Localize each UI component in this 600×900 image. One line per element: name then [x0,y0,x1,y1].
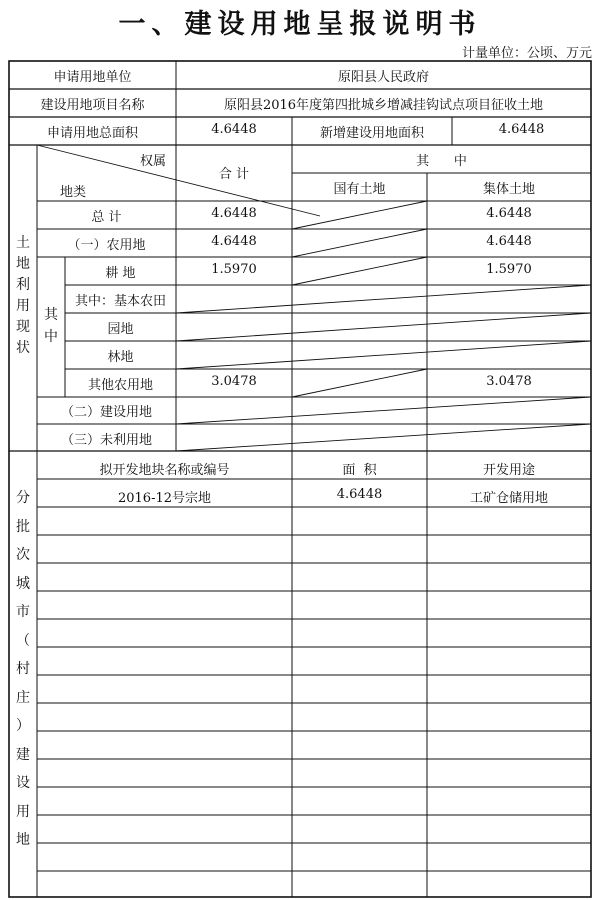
state-land-header: 国有土地 [333,182,386,197]
batch-side-char: 市 [16,604,30,620]
project-value: 原阳县2016年度第四批城乡增减挂钩试点项目征收土地 [223,98,544,113]
row-label-garden: 园地 [107,322,134,337]
land-use-side-char: 地 [16,256,30,272]
row-label-cultivated: 耕 地 [105,266,136,281]
batch-side-char: 批 [16,518,30,535]
batch-side-char: （ [16,632,30,649]
land-type-header: 地类 [60,185,87,200]
batch-side-char: 分 [16,490,30,506]
row-label-unused: （三）未利用地 [60,433,152,448]
row-other-agricultural-total: 3.0478 [211,374,257,389]
of-which-sub-char: 其 [44,307,58,323]
row-label-agricultural: （一）农用地 [67,238,146,253]
of-which-header: 其 中 [416,154,467,169]
total-header: 合 计 [218,167,250,182]
row-cultivated-collective: 1.5970 [486,262,532,277]
applicant-value: 原阳县人民政府 [337,70,429,85]
row-cultivated-total: 1.5970 [211,262,257,277]
document-title: 一、建设用地呈报说明书 [118,9,482,40]
row-label-other-agricultural: 其他农用地 [87,378,153,393]
batch-side-char: ） [16,718,30,734]
batch-side-char: 村 [16,661,30,677]
collective-land-header: 集体土地 [482,182,535,197]
batch-side-label [9,491,37,862]
batch-side-char: 城 [16,575,30,592]
row-label-construction: （二）建设用地 [60,405,152,420]
land-use-side-label [9,236,37,362]
batch-side-char: 建 [16,746,30,763]
area-header: 面 积 [342,463,377,478]
land-use-side-char: 现 [16,319,30,335]
row-other-agricultural-collective: 3.0478 [486,374,532,389]
land-use-side-char: 利 [16,277,30,293]
row-label-total: 总 计 [91,210,122,225]
land-use-side-char: 状 [16,340,30,356]
total-area-label: 申请用地总面积 [46,126,138,141]
new-area-value: 4.6448 [498,122,545,137]
batch-row-parcel: 2016-12号宗地 [117,491,212,506]
of-which-sub-label [37,308,65,352]
row-label-forest: 林地 [107,350,134,365]
row-total-collective: 4.6448 [486,206,532,221]
batch-side-char: 次 [16,547,30,563]
parcel-header: 拟开发地块名称或编号 [99,463,230,478]
applicant-label: 申请用地单位 [53,70,132,85]
batch-row-purpose: 工矿仓储用地 [469,491,548,506]
ownership-header: 权属 [140,154,167,169]
total-area-value: 4.6448 [211,122,257,137]
land-use-side-char: 用 [16,298,30,314]
row-agricultural-collective: 4.6448 [486,234,532,249]
batch-side-char: 设 [16,775,30,791]
unit-note: 计量单位：公顷、万元 [461,46,592,61]
row-label-basic-farmland: 其中：基本农田 [74,294,166,309]
batch-row-area: 4.6448 [336,487,383,502]
project-label: 建设用地项目名称 [40,98,145,113]
batch-side-char: 地 [16,832,30,848]
new-area-label: 新增建设用地面积 [319,126,424,141]
of-which-sub-char: 中 [44,329,58,345]
batch-side-char: 用 [16,803,30,820]
purpose-header: 开发用途 [482,463,535,478]
batch-side-char: 庄 [16,689,30,706]
row-total-total: 4.6448 [211,206,257,221]
land-use-side-char: 土 [16,235,30,251]
row-agricultural-total: 4.6448 [211,234,257,249]
